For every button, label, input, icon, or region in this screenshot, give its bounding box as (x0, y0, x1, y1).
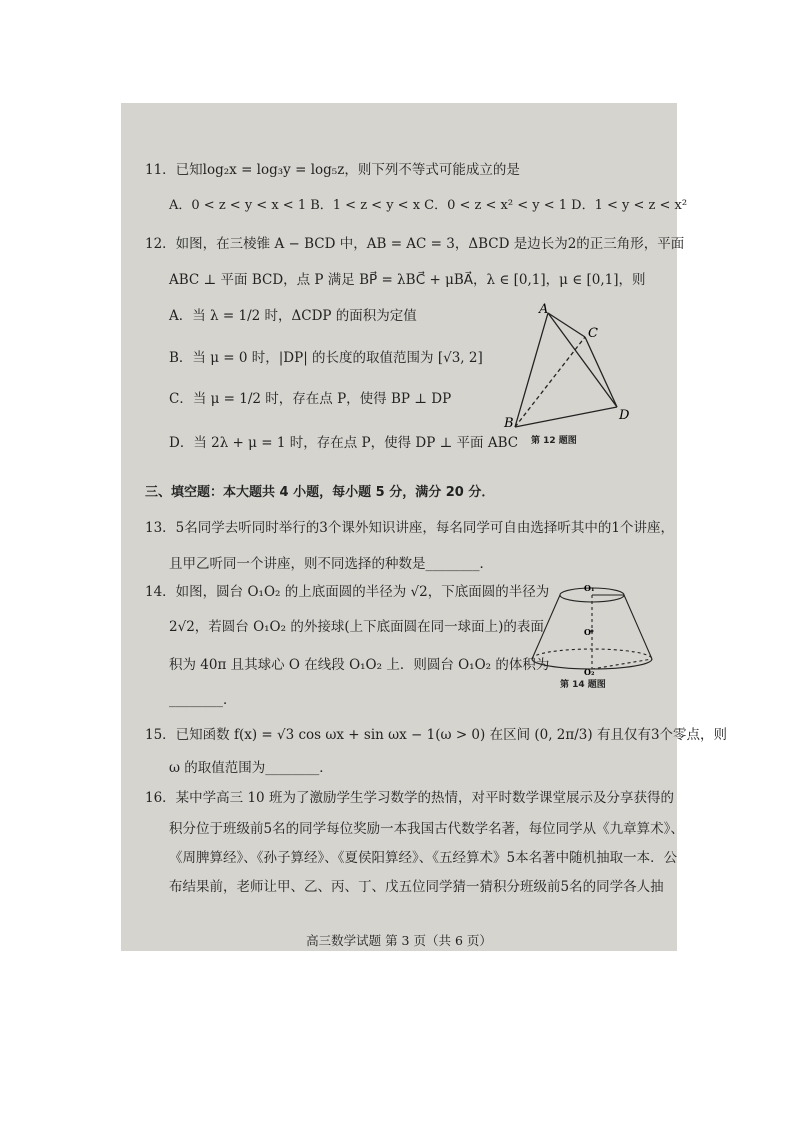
question-12-option-a: A．当 λ = 1/2 时，ΔCDP 的面积为定值 (169, 308, 417, 324)
exam-page (121, 103, 728, 951)
section-3-heading: 三、填空题：本大题共 4 小题，每小题 5 分，满分 20 分． (145, 485, 495, 500)
question-16-line-3: 《周脾算经》、《孙子算经》、《夏侯阳算经》、《五经算术》5本名著中随机抽取一本．公 (169, 850, 678, 866)
center-label-o: O (584, 627, 591, 637)
question-12-option-b: B．当 μ = 0 时，|DP| 的长度的取值范围为 [√3, 2] (169, 350, 483, 366)
question-13-line-1: 13．5名同学去听同时举行的3个课外知识讲座，每名同学可自由选择听其中的1个讲座， (145, 520, 674, 536)
vertex-label-a: A (539, 302, 549, 317)
question-11: 11．已知log₂x = log₃y = log₅z，则下列不等式可能成立的是 (145, 162, 520, 178)
question-14-line-1: 14．如图，圆台 O₁O₂ 的上底面圆的半径为 √2，下底面圆的半径为 (145, 584, 550, 600)
page-footer: 高三数学试题 第 3 页（共 6 页） (306, 933, 492, 948)
figure-14 (526, 581, 658, 691)
question-15-line-1: 15．已知函数 f(x) = √3 cos ωx + sin ωx − 1(ω > 0) 在区间 (0, 2π/3) 有且仅有3个零点，则 (145, 727, 728, 743)
question-16-line-1: 16．某中学高三 10 班为了激励学生学习数学的热情，对平时数学课堂展示及分享获得的 (145, 790, 674, 806)
figure-12 (501, 299, 641, 449)
vertex-label-b: B (504, 416, 514, 429)
question-12-option-d: D．当 2λ + μ = 1 时，存在点 P，使得 DP ⊥ 平面 ABC (169, 435, 519, 451)
question-16-line-2: 积分位于班级前5名的同学每位奖励一本我国古代数学名著，每位同学从《九章算术》、 (169, 821, 684, 837)
question-16-line-4: 布结果前，老师让甲、乙、丙、丁、戊五位同学猜一猜积分班级前5名的同学各人抽 (169, 879, 664, 895)
question-11-options: A．0 < z < y < x < 1 B．1 < z < y < x C．0 < z < x² < y < 1 D．1 < y < z < x² (169, 198, 688, 213)
question-14-line-2: 2√2，若圆台 O₁O₂ 的外接球(上下底面圆在同一球面上)的表面 (169, 619, 544, 635)
center-label-o1: O₁ (584, 583, 595, 593)
question-14-line-4: ________． (169, 692, 237, 708)
question-12-line-2: ABC ⊥ 平面 BCD，点 P 满足 BP⃗ = λBC⃗ + μBA⃗，λ ∈ [0,1]，μ ∈ [0,1]，则 (169, 272, 646, 288)
center-label-o2: O₂ (584, 667, 595, 676)
frustum-diagram (526, 581, 658, 676)
tetrahedron-diagram (501, 299, 641, 429)
vertex-label-d: D (619, 408, 630, 423)
figure-14-caption: 第 14 题图 (560, 680, 606, 690)
vertex-label-c: C (588, 326, 598, 341)
figure-12-caption: 第 12 题图 (531, 436, 577, 446)
question-15-line-2: ω 的取值范围为________． (169, 760, 333, 776)
question-14-line-3: 积为 40π 且其球心 O 在线段 O₁O₂ 上．则圆台 O₁O₂ 的体积为 (169, 657, 550, 673)
question-13-line-2: 且甲乙听同一个讲座，则不同选择的种数是________． (169, 556, 493, 572)
question-12-option-c: C．当 μ = 1/2 时，存在点 P，使得 BP ⊥ DP (169, 391, 452, 407)
question-12-line-1: 12．如图，在三棱锥 A − BCD 中，AB = AC = 3，ΔBCD 是边长为2的正三角形，平面 (145, 236, 685, 252)
